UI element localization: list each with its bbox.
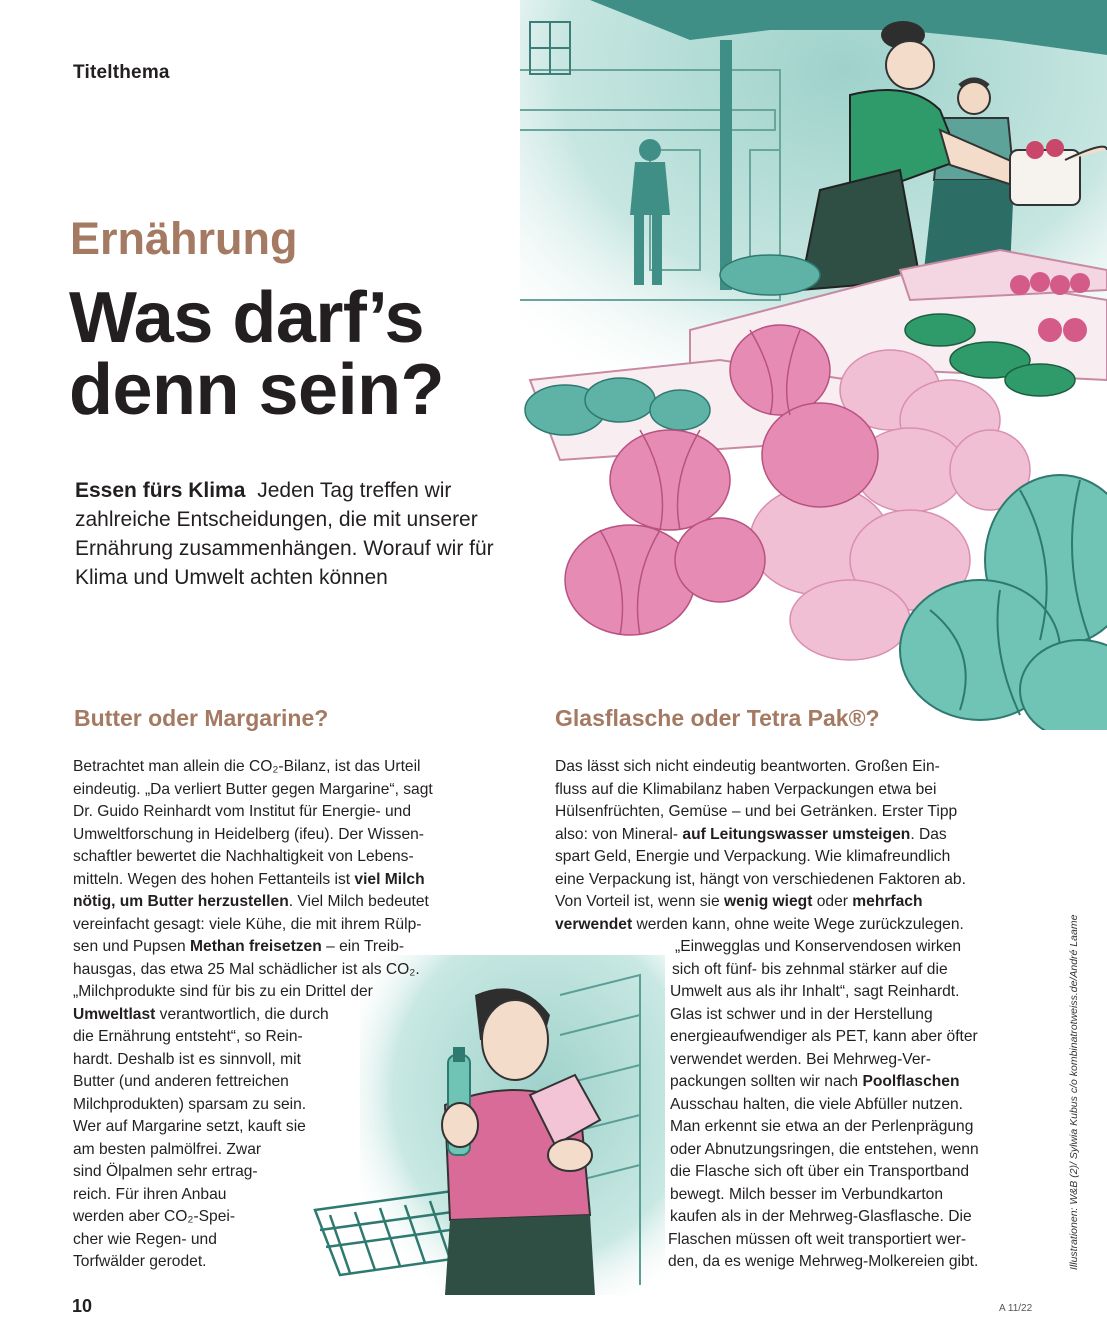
text-line: hardt. Deshalb ist es sinnvoll, mit [73, 1050, 301, 1068]
article-category: Ernährung [70, 213, 298, 264]
text-line: „Milchprodukte sind für bis zu ein Drittel der [73, 983, 373, 1000]
text-line: Ausschau halten, die viele Abfüller nutzen. [670, 1095, 964, 1113]
text-line: Dr. Guido Reinhardt vom Institut für Energie- und [73, 803, 412, 820]
text-line: Torfwälder gerodet. [73, 1253, 207, 1270]
right-column-body [555, 756, 979, 1274]
article-headline [69, 278, 445, 430]
text-run: mitteln. Wegen des hohen Fettanteils ist [73, 870, 355, 888]
text-line: bewegt. Milch besser im Verbundkarton [670, 1185, 944, 1203]
text-line: die Flasche sich oft über ein Transportband [670, 1163, 970, 1180]
text-line: energieaufwendiger als PET, kann aber öfter [670, 1028, 978, 1045]
section-label: Titelthema [73, 62, 170, 83]
text-run: . Viel Milch bedeutet [288, 893, 429, 910]
text-line [555, 824, 979, 847]
text-line: oder Abnutzungsringen, die entstehen, wenn [670, 1140, 979, 1158]
bold-mehrfach: mehrfach [852, 893, 923, 910]
headline-line-2: denn sein? [69, 350, 445, 430]
headline-line-1: Was darf’s [69, 278, 425, 358]
market-illustration [520, 0, 1107, 730]
bold-verwendet: verwendet [555, 915, 633, 933]
lead-kicker: Essen fürs Klima [75, 479, 246, 502]
text-line: eindeutig. „Da verliert Butter gegen Margarine“, sagt [73, 780, 433, 798]
text-line: cher wie Regen- und [73, 1230, 217, 1248]
text-line: Flaschen müssen oft weit transportiert wer- [668, 1230, 967, 1248]
text-line [555, 1071, 979, 1094]
bold-butter-herstellen: nötig, um Butter herzustellen [73, 893, 289, 910]
text-line: kaufen als in der Mehrweg-Glasflasche. Die [670, 1208, 972, 1225]
lead-text: Jeden Tag treffen wir zahlreiche Entscheidungen, die mit unserer Ernährung zusammenhängen. Worauf wir für Klima und Umwelt achten können [75, 479, 494, 589]
bold-wenig-wiegt: wenig wiegt [724, 893, 813, 910]
illustration-credit: Illustrationen: W&B (2)/ Sylwia Kubus c/o kombinatrotweiss.de/André Laame [1068, 914, 1080, 1270]
bold-leitungswasser: auf Leitungswasser umsteigen [682, 825, 911, 843]
bold-methan: Methan freisetzen [190, 938, 322, 955]
text-run: packungen sollten wir nach [670, 1073, 863, 1090]
text-line [73, 869, 433, 892]
text-line: Umwelt aus als ihr Inhalt“, sagt Reinhardt. [670, 983, 960, 1000]
text-line: Milchprodukten) sparsam zu sein. [73, 1095, 307, 1113]
text-line: Betrachtet man allein die CO₂-Bilanz, ist das Urteil [73, 758, 421, 775]
text-line: sind Ölpalmen sehr ertrag- [73, 1163, 258, 1180]
text-line: sich oft fünf- bis zehnmal stärker auf die [672, 960, 948, 978]
text-line: spart Geld, Energie und Verpackung. Wie klimafreundlich [555, 848, 951, 865]
text-line: Hülsenfrüchten, Gemüse – und bei Getränken. Erster Tipp [555, 803, 958, 820]
text-line: Butter (und anderen fettreichen [73, 1073, 289, 1090]
text-run: werden kann, ohne weite Wege zurückzulegen. [632, 915, 964, 933]
text-run: sen und Pupsen [73, 938, 191, 955]
subhead-glasflasche-tetrapak: Glasflasche oder Tetra Pak®? [555, 705, 880, 731]
text-line: Man erkennt sie etwa an der Perlenprägung [670, 1118, 974, 1135]
bold-viel-milch: viel Milch [354, 870, 425, 888]
text-line: schaftler bewertet die Nachhaltigkeit von Lebens- [73, 848, 414, 865]
text-line [73, 1004, 433, 1027]
text-line: vereinfacht gesagt: viele Kühe, die mit ihrem Rülp- [73, 915, 422, 933]
text-line: verwendet werden. Bei Mehrweg-Ver- [670, 1050, 931, 1068]
text-run: verantwortlich, die durch [155, 1005, 329, 1023]
text-line: eine Verpackung ist, hängt von verschiedenen Faktoren ab. [555, 870, 966, 888]
text-run: . Das [910, 825, 947, 843]
text-line: reich. Für ihren Anbau [73, 1185, 227, 1203]
text-line [73, 936, 433, 959]
bold-umweltlast: Umweltlast [73, 1005, 156, 1023]
text-run: Von Vorteil ist, wenn sie [555, 893, 725, 910]
article-lead [75, 476, 545, 592]
text-line: die Ernährung entsteht“, so Rein- [73, 1028, 303, 1045]
left-column-body [73, 756, 433, 1274]
bold-poolflaschen: Poolflaschen [862, 1073, 960, 1090]
issue-code: A 11/22 [999, 1303, 1033, 1314]
text-line [555, 891, 979, 914]
text-line: fluss auf die Klimabilanz haben Verpackungen etwa bei [555, 780, 937, 798]
text-run: also: von Mineral- [555, 825, 683, 843]
text-line [73, 891, 433, 914]
page-number: 10 [72, 1296, 93, 1316]
text-run: – ein Treib- [321, 938, 405, 955]
subhead-butter-margarine: Butter oder Margarine? [74, 705, 329, 731]
text-line: den, da es wenige Mehrweg-Molkereien gibt. [668, 1253, 979, 1270]
text-line: „Einwegglas und Konservendosen wirken [675, 938, 962, 955]
text-line: werden aber CO₂-Spei- [73, 1208, 236, 1225]
text-line: Wer auf Margarine setzt, kauft sie [73, 1118, 306, 1135]
text-line: hausgas, das etwa 25 Mal schädlicher ist als CO₂. [73, 960, 420, 978]
text-run: oder [812, 893, 853, 910]
text-line: am besten palmölfrei. Zwar [73, 1140, 262, 1158]
text-line: Glas ist schwer und in der Herstellung [670, 1005, 933, 1023]
text-line: Das lässt sich nicht eindeutig beantworten. Großen Ein- [555, 758, 940, 775]
text-line [555, 914, 979, 937]
text-line: Umweltforschung in Heidelberg (ifeu). Der Wissen- [73, 825, 424, 843]
